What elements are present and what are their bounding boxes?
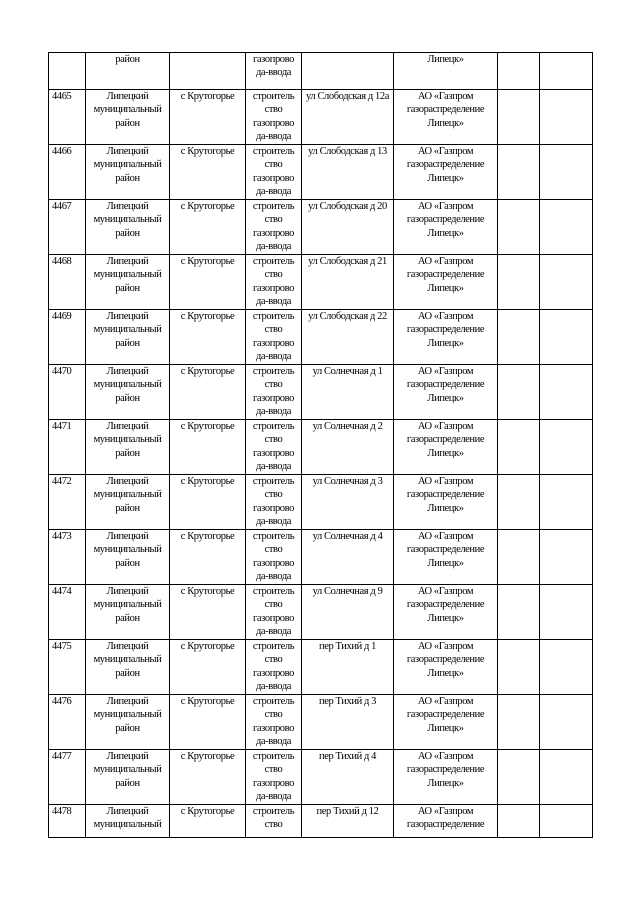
- cell-extra-1: [498, 90, 540, 145]
- cell-organization: АО «Газпром газораспределение Липецк»: [394, 255, 498, 310]
- cell-organization: АО «Газпром газораспределение Липецк»: [394, 420, 498, 475]
- cell-number: 4476: [49, 695, 86, 750]
- cell-address: ул Слободская д 20: [302, 200, 394, 255]
- cell-work-type: строитель ство газопрово да-ввода: [246, 475, 302, 530]
- cell-number: 4475: [49, 640, 86, 695]
- cell-organization: АО «Газпром газораспределение Липецк»: [394, 695, 498, 750]
- cell-address: пер Тихий д 1: [302, 640, 394, 695]
- cell-number: 4469: [49, 310, 86, 365]
- cell-district: Липецкий муниципальный район: [86, 695, 170, 750]
- cell-extra-1: [498, 420, 540, 475]
- cell-extra-1: [498, 365, 540, 420]
- cell-settlement: с Крутогорье: [170, 750, 246, 805]
- cell-settlement: с Крутогорье: [170, 530, 246, 585]
- cell-work-type: строитель ство газопрово да-ввода: [246, 200, 302, 255]
- table-row: [49, 750, 593, 805]
- cell-district: Липецкий муниципальный район: [86, 310, 170, 365]
- cell-number: 4477: [49, 750, 86, 805]
- cell-district: Липецкий муниципальный район: [86, 475, 170, 530]
- cell-number: 4470: [49, 365, 86, 420]
- cell-number: 4474: [49, 585, 86, 640]
- cell-settlement: с Крутогорье: [170, 475, 246, 530]
- cell-settlement: [170, 53, 246, 90]
- cell-work-type: строитель ство газопрово да-ввода: [246, 750, 302, 805]
- cell-address: пер Тихий д 12: [302, 805, 394, 838]
- cell-number: 4468: [49, 255, 86, 310]
- cell-number: 4473: [49, 530, 86, 585]
- cell-work-type: строитель ство газопрово да-ввода: [246, 255, 302, 310]
- cell-district: Липецкий муниципальный район: [86, 255, 170, 310]
- cell-district: Липецкий муниципальный район: [86, 90, 170, 145]
- cell-organization: АО «Газпром газораспределение Липецк»: [394, 750, 498, 805]
- cell-district: Липецкий муниципальный район: [86, 585, 170, 640]
- cell-extra-1: [498, 310, 540, 365]
- cell-address: ул Слободская д 21: [302, 255, 394, 310]
- cell-extra-2: [540, 53, 593, 90]
- cell-district: Липецкий муниципальный район: [86, 750, 170, 805]
- table-row: [49, 365, 593, 420]
- cell-district: Липецкий муниципальный район: [86, 420, 170, 475]
- cell-extra-2: [540, 145, 593, 200]
- cell-extra-2: [540, 585, 593, 640]
- cell-address: ул Солнечная д 1: [302, 365, 394, 420]
- cell-work-type: строитель ство газопрово да-ввода: [246, 640, 302, 695]
- cell-settlement: с Крутогорье: [170, 255, 246, 310]
- cell-settlement: с Крутогорье: [170, 365, 246, 420]
- cell-district: Липецкий муниципальный район: [86, 365, 170, 420]
- cell-work-type: строитель ство газопрово да-ввода: [246, 585, 302, 640]
- cell-district: район: [86, 53, 170, 90]
- table-row: [49, 695, 593, 750]
- cell-address: ул Солнечная д 2: [302, 420, 394, 475]
- cell-address: ул Слободская д 13: [302, 145, 394, 200]
- cell-extra-1: [498, 200, 540, 255]
- cell-address: ул Слободская д 12а: [302, 90, 394, 145]
- cell-district: Липецкий муниципальный район: [86, 530, 170, 585]
- cell-extra-1: [498, 255, 540, 310]
- cell-work-type: строитель ство газопрово да-ввода: [246, 310, 302, 365]
- cell-extra-2: [540, 200, 593, 255]
- cell-organization: АО «Газпром газораспределение Липецк»: [394, 365, 498, 420]
- cell-number: 4471: [49, 420, 86, 475]
- table-row: [49, 805, 593, 838]
- table-row: [49, 530, 593, 585]
- cell-settlement: с Крутогорье: [170, 420, 246, 475]
- cell-organization: АО «Газпром газораспределение Липецк»: [394, 475, 498, 530]
- table-row: [49, 255, 593, 310]
- cell-district: Липецкий муниципальный район: [86, 145, 170, 200]
- cell-organization: АО «Газпром газораспределение Липецк»: [394, 145, 498, 200]
- cell-address: ул Солнечная д 4: [302, 530, 394, 585]
- cell-settlement: с Крутогорье: [170, 805, 246, 838]
- cell-address: ул Солнечная д 9: [302, 585, 394, 640]
- cell-extra-2: [540, 475, 593, 530]
- cell-address: пер Тихий д 4: [302, 750, 394, 805]
- table-row: [49, 145, 593, 200]
- cell-settlement: с Крутогорье: [170, 90, 246, 145]
- cell-work-type: строитель ство газопрово да-ввода: [246, 695, 302, 750]
- table-row: [49, 475, 593, 530]
- cell-extra-2: [540, 750, 593, 805]
- cell-organization: Липецк»: [394, 53, 498, 90]
- cell-extra-1: [498, 530, 540, 585]
- cell-extra-2: [540, 420, 593, 475]
- cell-organization: АО «Газпром газораспределение Липецк»: [394, 200, 498, 255]
- table-row: [49, 200, 593, 255]
- cell-work-type: строитель ство газопрово да-ввода: [246, 420, 302, 475]
- cell-settlement: с Крутогорье: [170, 585, 246, 640]
- table-row: [49, 585, 593, 640]
- gasification-table: [48, 52, 593, 838]
- table-body: [49, 53, 593, 838]
- cell-number: 4467: [49, 200, 86, 255]
- cell-address: ул Солнечная д 3: [302, 475, 394, 530]
- cell-address: [302, 53, 394, 90]
- cell-district: Липецкий муниципальный район: [86, 200, 170, 255]
- cell-extra-1: [498, 53, 540, 90]
- cell-work-type: строитель ство газопрово да-ввода: [246, 530, 302, 585]
- cell-extra-1: [498, 640, 540, 695]
- cell-extra-2: [540, 530, 593, 585]
- table-row-continued: [49, 53, 593, 90]
- table-row: [49, 420, 593, 475]
- cell-extra-2: [540, 805, 593, 838]
- cell-extra-2: [540, 365, 593, 420]
- cell-work-type: газопрово да-ввода: [246, 53, 302, 90]
- cell-extra-1: [498, 145, 540, 200]
- cell-number: 4478: [49, 805, 86, 838]
- cell-organization: АО «Газпром газораспределение Липецк»: [394, 585, 498, 640]
- cell-settlement: с Крутогорье: [170, 200, 246, 255]
- cell-settlement: с Крутогорье: [170, 310, 246, 365]
- cell-organization: АО «Газпром газораспределение Липецк»: [394, 90, 498, 145]
- cell-district: Липецкий муниципальный: [86, 805, 170, 838]
- cell-work-type: строитель ство газопрово да-ввода: [246, 90, 302, 145]
- cell-number: 4465: [49, 90, 86, 145]
- cell-address: пер Тихий д 3: [302, 695, 394, 750]
- cell-organization: АО «Газпром газораспределение: [394, 805, 498, 838]
- cell-settlement: с Крутогорье: [170, 695, 246, 750]
- cell-organization: АО «Газпром газораспределение Липецк»: [394, 310, 498, 365]
- cell-number: [49, 53, 86, 90]
- cell-district: Липецкий муниципальный район: [86, 640, 170, 695]
- table-row: [49, 310, 593, 365]
- cell-extra-1: [498, 750, 540, 805]
- cell-extra-2: [540, 255, 593, 310]
- cell-number: 4472: [49, 475, 86, 530]
- cell-work-type: строитель ство газопрово да-ввода: [246, 365, 302, 420]
- cell-extra-2: [540, 640, 593, 695]
- table-row: [49, 90, 593, 145]
- cell-settlement: с Крутогорье: [170, 640, 246, 695]
- cell-number: 4466: [49, 145, 86, 200]
- table-row: [49, 640, 593, 695]
- cell-work-type: строитель ство: [246, 805, 302, 838]
- cell-extra-1: [498, 695, 540, 750]
- cell-work-type: строитель ство газопрово да-ввода: [246, 145, 302, 200]
- cell-address: ул Слободская д 22: [302, 310, 394, 365]
- cell-extra-1: [498, 805, 540, 838]
- cell-extra-2: [540, 310, 593, 365]
- cell-extra-1: [498, 475, 540, 530]
- cell-extra-1: [498, 585, 540, 640]
- cell-organization: АО «Газпром газораспределение Липецк»: [394, 640, 498, 695]
- cell-organization: АО «Газпром газораспределение Липецк»: [394, 530, 498, 585]
- cell-settlement: с Крутогорье: [170, 145, 246, 200]
- cell-extra-2: [540, 90, 593, 145]
- cell-extra-2: [540, 695, 593, 750]
